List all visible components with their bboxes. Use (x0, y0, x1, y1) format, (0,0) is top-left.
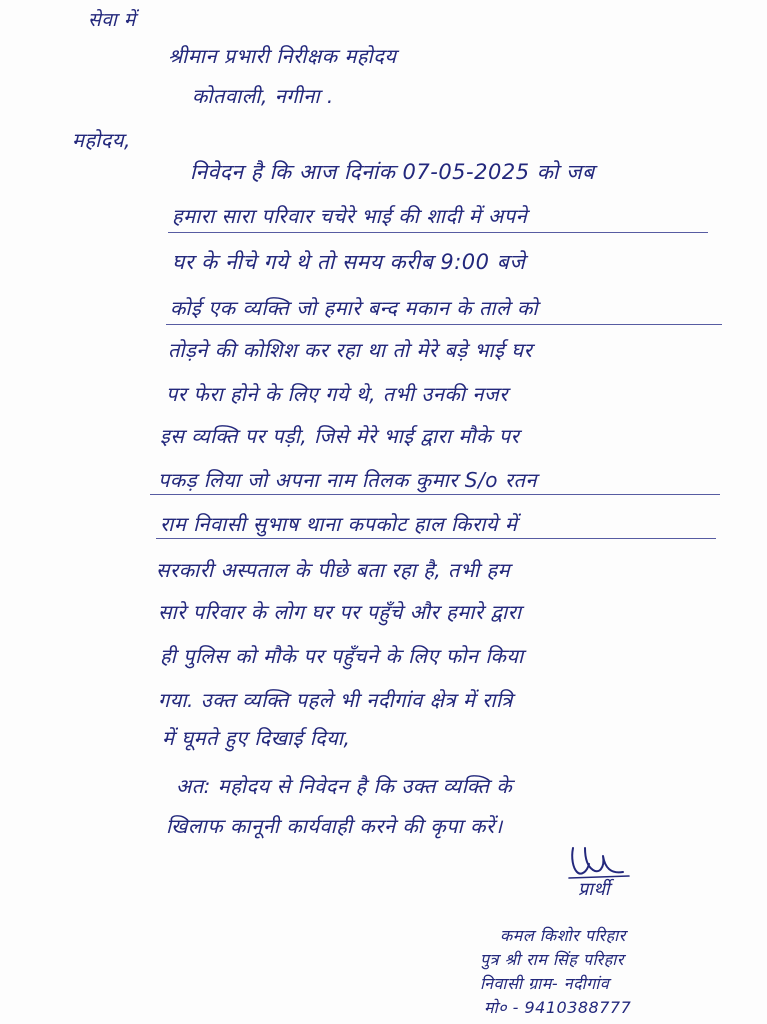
body-line: तोड़ने की कोशिश कर रहा था तो मेरे बड़े भाई घर (168, 338, 533, 362)
body-line: राम निवासी सुभाष थाना कपकोट हाल किराये में (160, 512, 518, 536)
body-line: निवेदन है कि आज दिनांक 07-05-2025 को जब (190, 160, 595, 184)
body-line: पर फेरा होने के लिए गये थे, तभी उनकी नजर (166, 382, 508, 406)
signer-line: मो० - 9410388777 (484, 998, 632, 1017)
body-line: इस व्यक्ति पर पड़ी, जिसे मेरे भाई द्वारा मौके पर (160, 424, 520, 448)
body-line: सरकारी अस्पताल के पीछे बता रहा है, तभी हम (156, 558, 511, 582)
body-line: पकड़ लिया जो अपना नाम तिलक कुमार S/o रतन (158, 468, 538, 492)
signer-line: कमल किशोर परिहार (500, 926, 626, 945)
body-underline (156, 538, 716, 539)
greeting: महोदय, (72, 128, 131, 152)
body-line: कोई एक व्यक्ति जो हमारे बन्द मकान के ताले को (170, 296, 539, 320)
recipient-line-1: श्रीमान प्रभारी निरीक्षक महोदय (168, 44, 397, 68)
recipient-line-2: कोतवाली, नगीना . (192, 84, 334, 108)
body-underline (166, 324, 722, 325)
body-line: गया. उक्त व्यक्ति पहले भी नदीगांव क्षेत्र में रात्रि (158, 688, 513, 712)
signature-scribble (565, 842, 635, 882)
body-line: सारे परिवार के लोग घर पर पहुँचे और हमारे द्वारा (158, 600, 522, 624)
salutation-to: सेवा में (88, 9, 136, 31)
body-line: में घूमते हुए दिखाई दिया, (162, 726, 351, 750)
body-underline (168, 232, 708, 233)
body-underline (150, 494, 720, 495)
signer-line: पुत्र श्री राम सिंह परिहार (480, 950, 624, 969)
body-line: घर के नीचे गये थे तो समय करीब 9:00 बजे (172, 250, 526, 274)
body-line: हमारा सारा परिवार चचेरे भाई की शादी में अपने (172, 204, 528, 228)
signer-label: प्रार्थी (578, 879, 611, 900)
request-line: अत: महोदय से निवेदन है कि उक्त व्यक्ति के (176, 774, 513, 798)
signer-line: निवासी ग्राम- नदीगांव (480, 974, 610, 993)
request-line: खिलाफ कानूनी कार्यवाही करने की कृपा करें। (166, 814, 503, 838)
body-line: ही पुलिस को मौके पर पहुँचने के लिए फोन किया (160, 644, 524, 668)
